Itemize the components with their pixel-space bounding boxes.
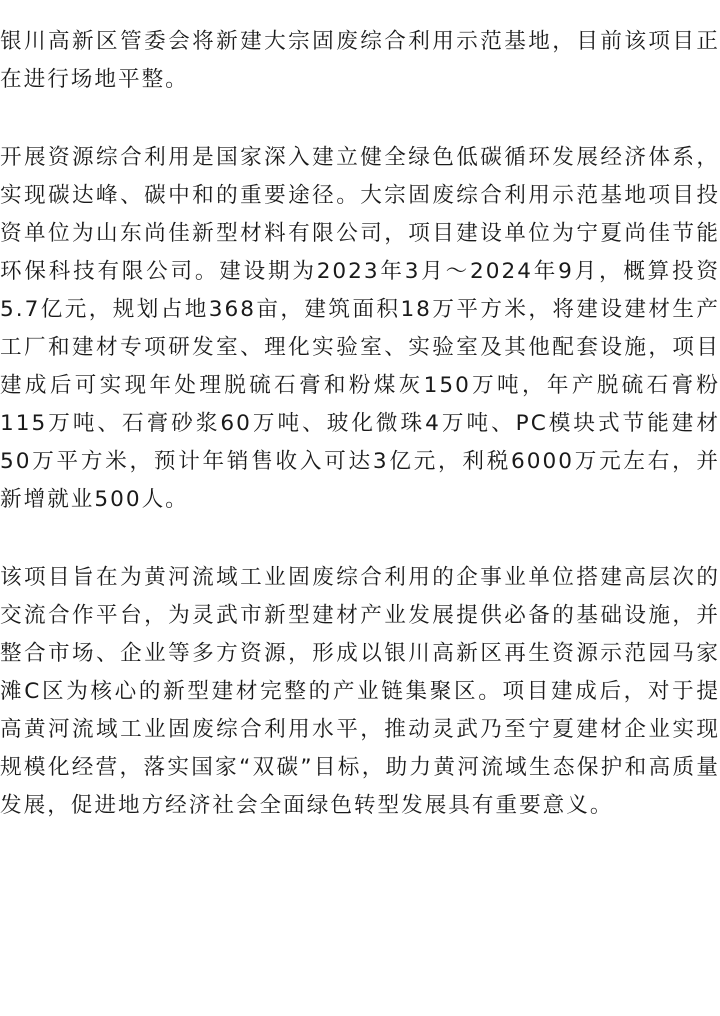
paragraph-project-details: 开展资源综合利用是国家深入建立健全绿色低碳循环发展经济体系，实现碳达峰、碳中和的重要途径。大宗固废综合利用示范基地项目投资单位为山东尚佳新型材料有限公司，项目建设单位为宁夏尚佳节能环保科技有限公司。建设期为2023年3月～2024年9月，概算投资5.7亿元，规划占地368亩，建筑面积18万平方米，将建设建材生产工厂和建材专项研发室、理化实验室、实验室及其他配套设施，项目建成后可实现年处理脱硫石膏和粉煤灰150万吨，年产脱硫石膏粉115万吨、石膏砂浆60万吨、玻化微珠4万吨、PC模块式节能建材50万平方米，预计年销售收入可达3亿元，利税6000万元左右，并新增就业500人。 [0, 145, 720, 512]
article-body [0, 23, 720, 825]
paragraph-intro: 银川高新区管委会将新建大宗固废综合利用示范基地，目前该项目正在进行场地平整。 [0, 29, 720, 92]
paragraph-significance: 该项目旨在为黄河流域工业固废综合利用的企事业单位搭建高层次的交流合作平台，为灵武市新型建材产业发展提供必备的基础设施，并整合市场、企业等多方资源，形成以银川高新区再生资源示范园马家滩C区为核心的新型建材完整的产业链集聚区。项目建成后，对于提高黄河流域工业固废综合利用水平，推动灵武乃至宁夏建材企业实现规模化经营，落实国家“双碳”目标，助力黄河流域生态保护和高质量发展，促进地方经济社会全面绿色转型发展具有重要意义。 [0, 565, 720, 818]
